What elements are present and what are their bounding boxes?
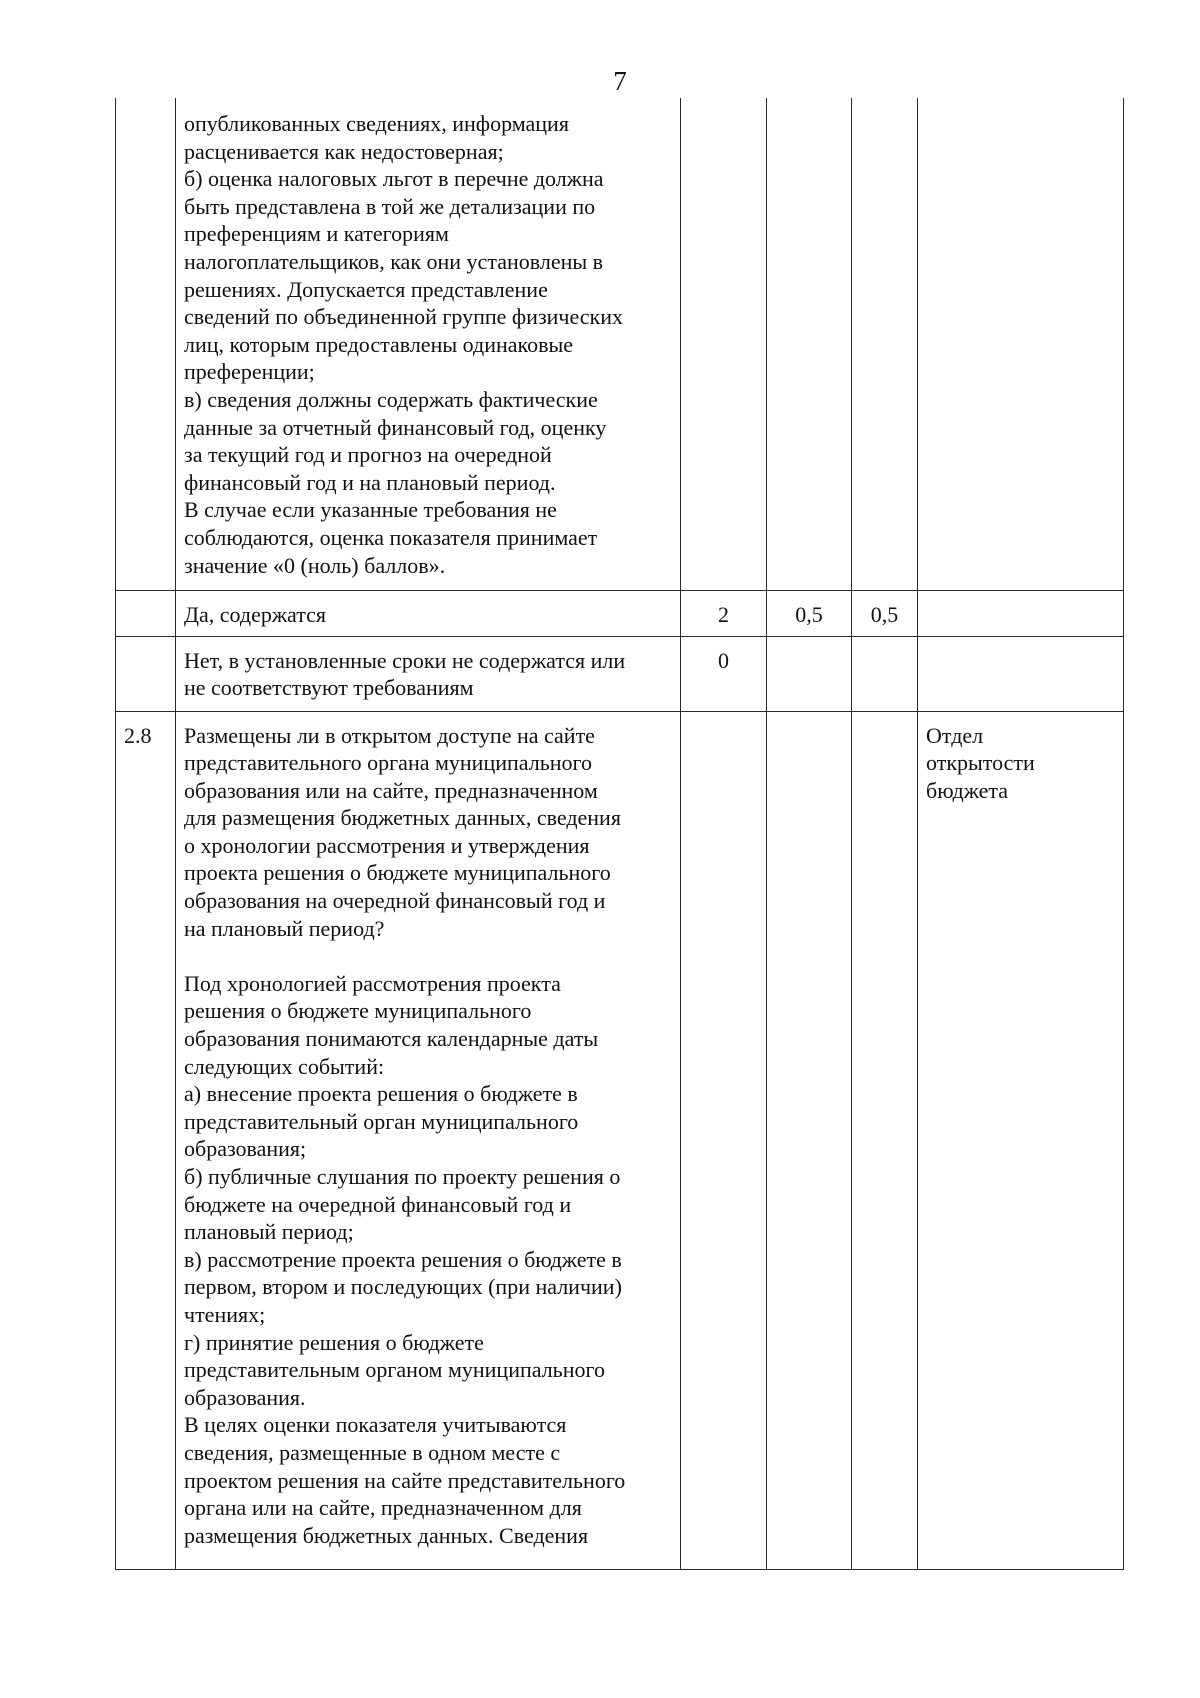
- coefficient-2-cell: 0,5: [852, 590, 918, 636]
- text-line: Под хронологией рассмотрения проекта: [184, 970, 561, 996]
- text-line: В случае если указанные требования не: [184, 497, 557, 523]
- criterion-text-cell: [176, 590, 681, 636]
- coefficient-1-cell: [767, 98, 852, 590]
- text-line: на плановый период?: [184, 915, 385, 941]
- text-line: преференции;: [184, 359, 315, 385]
- table-row: [116, 711, 1124, 1569]
- responsible-cell: [918, 636, 1124, 711]
- text-line: не соответствуют требованиям: [184, 675, 474, 701]
- text-line: сведений по объединенной группе физических: [184, 304, 624, 330]
- text-line: плановый период;: [184, 1219, 354, 1245]
- text-line: представительного органа муниципального: [184, 750, 592, 776]
- text-line: образования или на сайте, предназначенном: [184, 777, 598, 803]
- text-line: лиц, которым предоставлены одинаковые: [184, 331, 574, 357]
- score-cell: 2: [681, 590, 767, 636]
- responsible-cell: [918, 98, 1124, 590]
- text-line: б) оценка налоговых льгот в перечне должна: [184, 166, 604, 192]
- text-line: быть представлена в той же детализации по: [184, 193, 596, 219]
- criterion-text-cell: [176, 711, 681, 1569]
- text-line: образования;: [184, 1136, 307, 1162]
- text-line: а) внесение проекта решения о бюджете в: [184, 1081, 578, 1107]
- coefficient-1-cell: [767, 636, 852, 711]
- text-line: образования понимаются календарные даты: [184, 1026, 599, 1052]
- text-line: Нет, в установленные сроки не содержатся или: [184, 647, 626, 673]
- text-line: образования.: [184, 1384, 306, 1410]
- criterion-text-cell: [176, 636, 681, 711]
- text-line: представительным органом муниципального: [184, 1357, 605, 1383]
- coefficient-1-cell: [767, 711, 852, 1569]
- criterion-text-cell: [176, 98, 681, 590]
- coefficient-2-cell: [852, 636, 918, 711]
- text-line: проекта решения о бюджете муниципального: [184, 860, 611, 886]
- coefficient-2-cell: [852, 711, 918, 1569]
- text-line: первом, втором и последующих (при наличии): [184, 1274, 622, 1300]
- coefficient-1-cell: 0,5: [767, 590, 852, 636]
- text-line: решениях. Допускается представление: [184, 276, 548, 302]
- text-line: чтениях;: [184, 1301, 266, 1327]
- text-line: для размещения бюджетных данных, сведения: [184, 805, 621, 831]
- criteria-table: [115, 98, 1124, 1570]
- row-number-cell: [116, 636, 176, 711]
- score-cell: [681, 711, 767, 1569]
- row-number-cell: 2.8: [116, 711, 176, 1569]
- text-line: б) публичные слушания по проекту решения о: [184, 1164, 621, 1189]
- text-line: бюджете на очередной финансовый год и: [184, 1191, 572, 1217]
- text-line: расценивается как недостоверная;: [184, 138, 504, 164]
- text-line: финансовый год и на плановый период.: [184, 469, 556, 495]
- text-line: Размещены ли в открытом доступе на сайте: [184, 722, 595, 748]
- text-line: в) сведения должны содержать фактические: [184, 386, 598, 412]
- text-line: г) принятие решения о бюджете: [184, 1329, 484, 1355]
- text-line: образования на очередной финансовый год и: [184, 888, 606, 914]
- text-line: значение «0 (ноль) баллов».: [184, 552, 446, 578]
- text-line: представительный орган муниципального: [184, 1108, 579, 1134]
- paragraph-gap: [184, 942, 672, 970]
- text-line: соблюдаются, оценка показателя принимает: [184, 524, 598, 550]
- text-line: Да, содержатся: [184, 601, 327, 627]
- table-row: [116, 636, 1124, 711]
- text-line: налогоплательщиков, как они установлены в: [184, 248, 604, 274]
- row-number-cell: [116, 98, 176, 590]
- text-line: органа или на сайте, предназначенном для: [184, 1495, 582, 1521]
- responsible-cell: Отдел открытости бюджета: [918, 711, 1124, 1569]
- score-cell: [681, 98, 767, 590]
- table-row: [116, 98, 1124, 590]
- text-line: размещения бюджетных данных. Сведения: [184, 1522, 589, 1548]
- text-line: о хронологии рассмотрения и утверждения: [184, 832, 590, 858]
- text-line: В целях оценки показателя учитываются: [184, 1412, 567, 1438]
- text-line: преференциям и категориям: [184, 221, 449, 247]
- text-line: за текущий год и прогноз на очередной: [184, 442, 552, 468]
- coefficient-2-cell: [852, 98, 918, 590]
- text-line: данные за отчетный финансовый год, оценку: [184, 414, 607, 440]
- text-line: сведения, размещенные в одном месте с: [184, 1439, 561, 1465]
- row-number-cell: [116, 590, 176, 636]
- page-number: 7: [613, 66, 627, 96]
- score-cell: 0: [681, 636, 767, 711]
- text-line: проектом решения на сайте представительного: [184, 1467, 626, 1493]
- text-line: следующих событий:: [184, 1053, 385, 1079]
- text-line: опубликованных сведениях, информация: [184, 111, 569, 136]
- text-line: в) рассмотрение проекта решения о бюджете в: [184, 1246, 622, 1272]
- text-line: решения о бюджете муниципального: [184, 998, 532, 1024]
- responsible-cell: [918, 590, 1124, 636]
- table-row: [116, 590, 1124, 636]
